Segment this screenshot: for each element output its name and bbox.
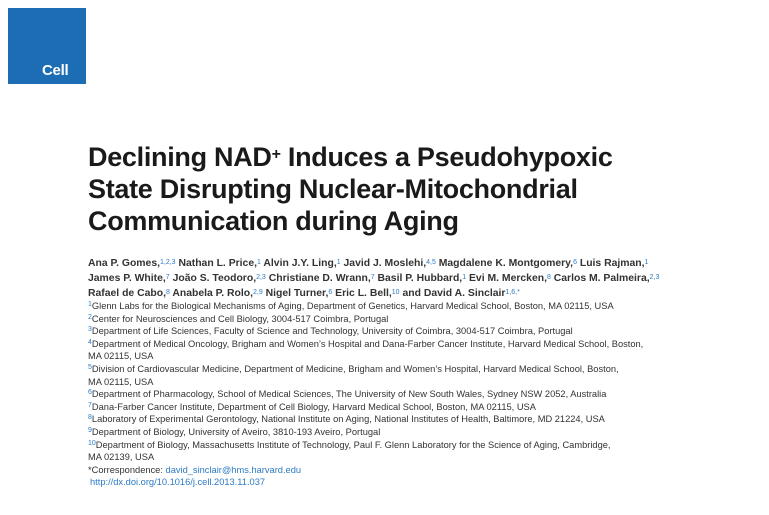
affiliation-item xyxy=(88,388,748,401)
author-name[interactable]: Carlos M. Palmeira, xyxy=(550,273,650,284)
author-name[interactable]: Luis Rajman, xyxy=(576,258,645,269)
title-line-3: Communication during Aging xyxy=(88,206,459,236)
cell-journal-logo xyxy=(8,8,86,84)
affiliation-item xyxy=(88,338,748,351)
author-line xyxy=(88,286,748,301)
author-name[interactable]: Nigel Turner, xyxy=(262,288,329,299)
author-affiliation-marker[interactable]: 2,9 xyxy=(253,289,263,296)
author-affiliation-marker[interactable]: 2,3 xyxy=(256,274,266,281)
correspondence xyxy=(88,464,748,477)
author-name[interactable]: Eric L. Bell, xyxy=(332,288,392,299)
author-line xyxy=(88,256,748,271)
affiliation-text: Laboratory of Experimental Gerontology, National Institute on Aging, National Institutes of Health, Baltimore, MD 21224, USA xyxy=(91,414,605,425)
author-name[interactable]: João S. Teodoro, xyxy=(169,273,257,284)
author-affiliation-marker[interactable]: 1 xyxy=(257,259,261,266)
author-affiliation-marker[interactable]: 1 xyxy=(462,274,467,281)
author-name[interactable]: Christiane D. Wrann, xyxy=(265,273,371,284)
affiliation-list xyxy=(88,300,748,489)
author-affiliation-marker[interactable]: 7 xyxy=(165,274,170,281)
author-affiliation-marker[interactable]: 1 xyxy=(336,259,341,266)
affiliation-item xyxy=(88,439,748,452)
title-line-1: Declining NAD+ Induces a Pseudohypoxic xyxy=(88,142,613,172)
author-affiliation-marker[interactable]: 1 xyxy=(644,259,649,266)
author-name[interactable]: Ana P. Gomes, xyxy=(88,258,160,269)
affiliation-text: Department of Medical Oncology, Brigham and Women’s Hospital and Dana-Farber Cancer Institute, Harvard Medical School, Boston, xyxy=(91,338,644,349)
author-list xyxy=(88,256,748,301)
title-line-2: State Disrupting Nuclear-Mitochondrial xyxy=(88,174,578,204)
author-affiliation-marker[interactable]: 10 xyxy=(391,289,400,296)
author-affiliation-marker[interactable]: 8 xyxy=(165,289,170,296)
author-affiliation-marker[interactable]: 4,5 xyxy=(426,259,436,266)
author-affiliation-marker[interactable]: 1,2,3 xyxy=(160,259,176,266)
affiliation-text: Department of Biology, Massachusetts Institute of Technology, Paul F. Glenn Laboratory for the Science of Aging, Cambridge, xyxy=(95,439,611,450)
affiliation-item xyxy=(88,401,748,414)
affiliation-number: 1 xyxy=(88,301,92,308)
affiliation-text: Department of Pharmacology, School of Medical Sciences, The University of New South Wales, Sydney NSW 2052, Australia xyxy=(91,389,607,400)
affiliation-item xyxy=(88,313,748,326)
affiliation-continuation: MA 02115, USA xyxy=(88,376,154,387)
affiliation-continuation: MA 02139, USA xyxy=(88,452,155,463)
author-name[interactable]: James P. White, xyxy=(88,273,166,284)
author-name[interactable]: Javid J. Moslehi, xyxy=(340,258,427,269)
affiliation-number: 10 xyxy=(88,439,96,447)
affiliation-item xyxy=(88,363,748,376)
affiliation-item xyxy=(88,325,748,338)
affiliation-text: Department of Biology, University of Aveiro, 3810-193 Aveiro, Portugal xyxy=(91,426,381,437)
affiliation-number: 4 xyxy=(88,338,92,346)
author-affiliation-marker[interactable]: 2,3 xyxy=(649,274,660,281)
author-name[interactable]: Basil P. Hubbard, xyxy=(374,273,463,284)
author-name[interactable]: Evi M. Mercken, xyxy=(466,273,547,284)
affiliation-number: 7 xyxy=(88,401,92,409)
affiliation-text: Glenn Labs for the Biological Mechanisms of Aging, Department of Genetics, Harvard Medical School, Boston, MA 02115, USA xyxy=(91,301,614,311)
affiliation-item xyxy=(88,300,748,313)
author-name[interactable]: Rafael de Cabo, xyxy=(88,288,166,299)
affiliation-continuation: MA 02115, USA xyxy=(88,351,154,362)
affiliation-number: 2 xyxy=(88,313,92,321)
author-name[interactable]: Nathan L. Price, xyxy=(175,258,257,269)
author-affiliation-marker[interactable]: 8 xyxy=(546,274,551,281)
affiliation-item xyxy=(88,426,748,439)
affiliation-text: Dana-Farber Cancer Institute, Department of Cell Biology, Harvard Medical School, Boston, MA 02115, USA xyxy=(91,401,536,412)
author-line xyxy=(88,271,748,286)
author-affiliation-marker[interactable]: 7 xyxy=(370,274,375,281)
article-title xyxy=(88,141,748,237)
author-affiliation-marker[interactable]: 6 xyxy=(328,289,333,296)
affiliation-item xyxy=(88,413,748,426)
author-affiliation-marker[interactable]: 1,6,* xyxy=(505,289,520,296)
correspondence-label: *Correspondence: xyxy=(88,464,166,475)
author-name[interactable]: Magdalene K. Montgomery, xyxy=(435,258,574,269)
affiliation-text: Department of Life Sciences, Faculty of Science and Technology, University of Coimbra, 3004-517 Coimbra, Portugal xyxy=(91,326,573,337)
author-affiliation-marker[interactable]: 6 xyxy=(573,259,577,266)
correspondence-email-link[interactable]: david_sinclair@hms.harvard.edu xyxy=(165,464,302,475)
affiliation-number: 6 xyxy=(88,389,92,397)
affiliation-number: 3 xyxy=(88,326,92,334)
affiliation-number: 5 xyxy=(88,363,92,371)
doi-link[interactable]: http://dx.doi.org/10.1016/j.cell.2013.11.037 xyxy=(90,477,266,488)
affiliation-text: Division of Cardiovascular Medicine, Department of Medicine, Brigham and Women’s Hospital, Harvard Medical School, Boston, xyxy=(91,363,619,374)
affiliation-text: Center for Neurosciences and Cell Biology, 3004-517 Coimbra, Portugal xyxy=(91,313,389,324)
author-name[interactable]: Anabela P. Rolo, xyxy=(169,288,254,299)
author-name[interactable]: Alvin J.Y. Ling, xyxy=(260,258,337,269)
author-name[interactable]: and David A. Sinclair xyxy=(399,288,506,299)
affiliation-number: 8 xyxy=(88,414,92,422)
logo-text: Cell xyxy=(42,62,69,79)
affiliation-number: 9 xyxy=(88,426,92,434)
